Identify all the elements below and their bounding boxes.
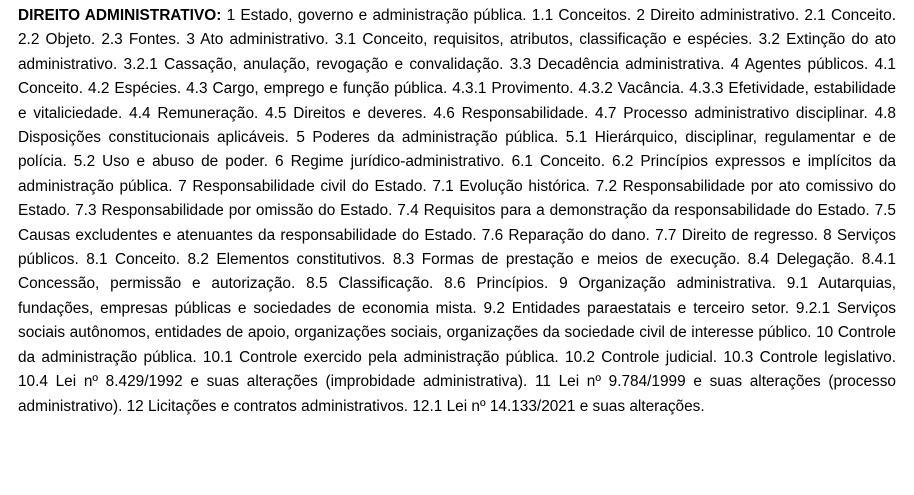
section-title: DIREITO ADMINISTRATIVO: bbox=[18, 7, 222, 24]
section-body: 1 Estado, governo e administração pública. 1.1 Conceitos. 2 Direito administrativo. 2.1 Conceito. 2.2 Objeto. 2.3 Fontes. 3 Ato administrativo. 3.1 Conceito, requisitos, atributos, classificação e espécies. 3.2 Extinção do ato administrativo. 3.2.1 Cassação, anulação, revogação e convalidação. 3.3 Decadência administrativa. 4 Agentes públicos. 4.1 Conceito. 4.2 Espécies. 4.3 Cargo, emprego e função pública. 4.3.1 Provimento. 4.3.2 Vacância. 4.3.3 Efetividade, estabilidade e vitaliciedade. 4.4 Remuneração. 4.5 Direitos e deveres. 4.6 Responsabilidade. 4.7 Processo administrativo disciplinar. 4.8 Disposições constitucionais aplicáveis. 5 Poderes da administração pública. 5.1 Hierárquico, disciplinar, regulamentar e de polícia. 5.2 Uso e abuso de poder. 6 Regime jurídico-administrativo. 6.1 Conceito. 6.2 Princípios expressos e implícitos da administração pública. 7 Responsabilidade civil do Estado. 7.1 Evolução histórica. 7.2 Responsabilidade por ato comissivo do Estado. 7.3 Responsabilidade por omissão do Estado. 7.4 Requisitos para a demonstração da responsabilidade do Estado. 7.5 Causas excludentes e atenuantes da responsabilidade do Estado. 7.6 Reparação do dano. 7.7 Direito de regresso. 8 Serviços públicos. 8.1 Conceito. 8.2 Elementos constitutivos. 8.3 Formas de prestação e meios de execução. 8.4 Delegação. 8.4.1 Concessão, permissão e autorização. 8.5 Classificação. 8.6 Princípios. 9 Organização administrativa. 9.1 Autarquias, fundações, empresas públicas e sociedades de economia mista. 9.2 Entidades paraestatais e terceiro setor. 9.2.1 Serviços sociais autônomos, entidades de apoio, organizações sociais, organizações da sociedade civil de interesse público. 10 Controle da administração pública. 10.1 Controle exercido pela administração pública. 10.2 Controle judicial. 10.3 Controle legislativo. 10.4 Lei nº 8.429/1992 e suas alterações (improbidade administrativa). 11 Lei nº 9.784/1999 e suas alterações (processo administrativo). 12 Licitações e contratos administrativos. 12.1 Lei nº 14.133/2021 e suas alterações. bbox=[18, 7, 896, 415]
syllabus-paragraph bbox=[18, 4, 896, 419]
